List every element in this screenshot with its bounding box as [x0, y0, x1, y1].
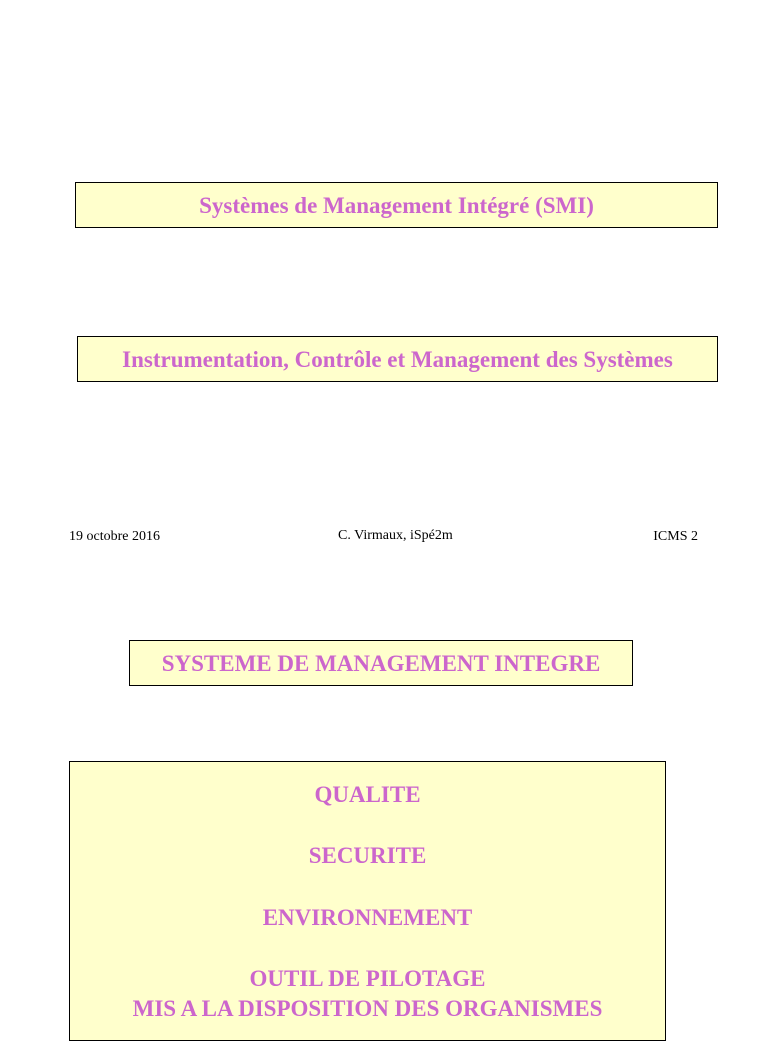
section-title: SYSTEME DE MANAGEMENT INTEGRE	[161, 651, 601, 676]
topic-item: MIS A LA DISPOSITION DES ORGANISMES	[132, 996, 603, 1021]
footer-code: ICMS 2	[653, 529, 698, 544]
footer-author: C. Virmaux, iSpé2m	[338, 528, 453, 543]
main-title: Systèmes de Management Intégré (SMI)	[199, 193, 594, 218]
main-title-box	[75, 182, 718, 228]
topics-box	[69, 761, 666, 1041]
topic-item: OUTIL DE PILOTAGE	[249, 966, 486, 991]
topic-item: SECURITE	[308, 843, 427, 868]
footer-date: 19 octobre 2016	[69, 529, 160, 544]
topic-item: ENVIRONNEMENT	[262, 905, 473, 930]
subtitle: Instrumentation, Contrôle et Management des Systèmes	[122, 347, 673, 372]
section-title-box	[129, 640, 633, 686]
topic-item: QUALITE	[314, 782, 421, 807]
subtitle-box	[77, 336, 718, 382]
